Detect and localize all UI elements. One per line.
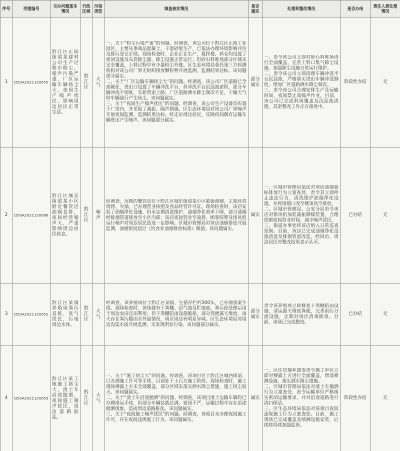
accountability-cell: 无 bbox=[370, 345, 400, 451]
accountability-cell: 无 bbox=[370, 147, 400, 283]
handling-cell bbox=[262, 17, 340, 147]
issue-text: 黔江区某工地施工扬尘大，渣土车沿途抛洒，夜间施工噪声扰民，周边道路脏乱。 bbox=[52, 376, 79, 420]
receipt-code: D50A2021120066 bbox=[12, 147, 50, 283]
issue-text: 黔江区城东街道某小区附近餐饮店油烟直排，夜间经营噪声大，严重影响周边居民休息。 bbox=[52, 193, 79, 237]
header-handling: 处理和整改情况 bbox=[262, 0, 340, 17]
district-cell: 黔江区 bbox=[80, 17, 92, 147]
pollution-type-cell: 大气 bbox=[92, 283, 104, 345]
header-status: 是否办结 bbox=[340, 0, 370, 17]
truth-cell: 部分属实 bbox=[248, 17, 262, 147]
table-row bbox=[0, 17, 400, 147]
table-row bbox=[0, 147, 400, 283]
status-cell: 阶段性办结 bbox=[340, 17, 370, 147]
handling-cell bbox=[262, 147, 340, 283]
investigation-cell bbox=[104, 345, 248, 451]
truth-cell: 属实 bbox=[248, 345, 262, 451]
header-issue: 交办问题基本情况 bbox=[50, 0, 80, 17]
investigation-text: 经调查，该养殖场位于黔江区某镇，生猪存栏约300头，已办理备案手续。现场检查时，该场建有干粪棚、沼气池及贮液池，粪污经处理后用于周边农田还田利用；但干粪棚防雨设施破损，部分粪便露天堆放，雨天存在粪污随雨水外溢情况，场区周边有明显异味。区生态环境局对周边沟渠水质开展监测，未发现明显污染。该问题部分属实。 bbox=[106, 300, 247, 328]
row-number: 2 bbox=[0, 147, 12, 283]
truth-cell: 属实 bbox=[248, 147, 262, 283]
investigation-text: 经调查，反映的餐饮店位于黔江区城东街道某小区临街商铺，主要经营烧烤、火锅，已办理营业执照及食品经营许可证。现场检查时，该店安装了油烟净化设施，但未定期清洗维护，油烟净化效率下降，部分油烟经排烟管道排放至小区内部；该店夜间营业至凌晨，顾客喧哗及排风机运行噪声对周边居民造成一定影响。区城市管理局对该店油烟排放开展监测，油烟浓度超过《饮食业油烟排放标准》限值。该问题属实。 bbox=[106, 198, 247, 232]
pollution-type-cell: 大气 bbox=[92, 345, 104, 451]
handling-cell bbox=[262, 345, 340, 451]
row-number: 4 bbox=[0, 345, 12, 451]
table-row bbox=[0, 283, 400, 345]
header-row bbox=[0, 0, 400, 17]
row-number: 1 bbox=[0, 17, 12, 147]
handling-cell bbox=[262, 283, 340, 345]
pollution-type-cell: 大气 bbox=[92, 17, 104, 147]
investigation-cell bbox=[104, 283, 248, 345]
header-type: 污染类型 bbox=[92, 0, 104, 17]
issue-text: 黔江区正阳街道某建材公司生产过程中粉尘、噪声污染严重，厂区运输车辆扬尘大，夜间生产噪声扰民，影响周边居民正常生活。 bbox=[52, 49, 79, 115]
district-cell: 黔江区 bbox=[80, 147, 92, 283]
accountability-cell: 无 bbox=[370, 17, 400, 147]
issue-cell bbox=[50, 17, 80, 147]
header-truth: 是否属实 bbox=[248, 0, 262, 17]
investigation-text: 一、关于“粉尘污染严重”的问题。经调查，该公司位于黔江区正阳工业园区，主要从事商品混凝土、干混砂浆生产，已依法办理环境影响评价及排污登记手续。现场检查时，企业正在生产，搅拌楼、料仓均设置了密闭设施及布袋除尘器，除尘设施正常运行；但砂石料堆场部分区域未完全覆盖，上料过程中有少量粉尘外逸。区生态环境局委托第三方检测机构对该公司厂界无组织排放颗粒物开展监测，监测结果达标。该问题部分属实。 二、关于“厂区运输车辆扬尘大”的问题。经调查，该公司厂区道路已全部硬化，进出口设置了车辆冲洗平台，但冲洗平台沉淀池淤积，部分车辆冲洗不彻底，车轮带泥上路；厂区道路洒水降尘频次不足，干燥天气时车辆通行产生扬尘。该问题属实。 三、关于“夜间生产噪声扰民”的问题。经调查，该公司生产设备均布置于厂房内，并采取了减振、隔声措施。区生态环境局对该公司厂界噪声开展夜间监测，监测结果达标。经走访周边居民，反映夜间偶有运输车辆进出产生噪声。该问题部分属实。 bbox=[106, 41, 247, 123]
district-cell: 黔江区 bbox=[80, 345, 92, 451]
receipt-code: D50A2021120055 bbox=[12, 17, 50, 147]
receipt-code: D50A2021120052 bbox=[12, 283, 50, 345]
handling-text: 一、责令该公司立即对砂石料堆场进行全面覆盖，完善上料口集气除尘设施，加强除尘设施日常运行维护。 二、责令该公司立即清理车辆冲洗平台沉淀池，严格落实进出车辆冲洗制度，增加厂区道路洒水降尘频次。 三、责令该公司合理安排生产及运输时间，夜间禁止高噪声作业。目前，该公司已完成料场覆盖及沉淀池清理，其余整改工作正在推进中。 bbox=[264, 54, 339, 110]
header-investigation: 调查核实情况 bbox=[104, 0, 248, 17]
row-number: 3 bbox=[0, 283, 12, 345]
accountability-cell: 无 bbox=[370, 283, 400, 345]
handling-text: 一、区住房城乡建委责令施工单位立即对裸露土方进行全面覆盖，增设喷淋设施，落实洒水降尘措施。 二、区城市管理局依法对渣土车抛洒行为立案查处，责令运输单位严格落实密闭运输要求，并对沿途道路进行清扫保洁。 三、区生态环境局依法对该项目夜间违规施工行为立案查处。目前，施工现场已完成覆盖及喷淋设施安装，后续将持续加强监管。 bbox=[264, 368, 339, 428]
table-row bbox=[0, 345, 400, 451]
handling-text: 一、区城市管理局依法对该店油烟超标排放行为立案查处，责令其立即停止违法行为，清洗维护油烟净化设施，并将排烟口改至楼顶高空排放。 二、区城市管理局、公安分局责令该店对排风机加装减振降噪装置，合理控制夜间营业时间，减少噪声扰民。 三、街道办事处将该店纳入日常巡查范围。目前，该店已完成油烟净化设施清洗及排烟管道改造，经回访，周边居民对整改结果表示认可。 bbox=[264, 185, 339, 245]
header-district: 行政区域 bbox=[80, 0, 92, 17]
issue-cell bbox=[50, 283, 80, 345]
investigation-text: 一、关于“施工扬尘大”的问题。经调查，该项目位于黔江区城西街道，已办理施工许可等手续，目前处于土石方施工阶段。现场检查时，施工现场裸露土方未全部覆盖，部分区域未落实洒水降尘措施，施工扬尘较大。该问题属实。 二、关于“渣土车沿途抛洒”的问题。经调查，该项目渣土运输车辆均已办理准运手续，但部分车辆装载过满、密闭不严，运输过程中存在沿途抛洒现象，造成周边道路脏乱。该问题属实。 三、关于“夜间施工噪声扰民”的问题。经调查，该项目未办理夜间施工许可，存在夜间违规施工行为。该问题属实。 bbox=[106, 373, 247, 423]
status-cell: 已办结 bbox=[340, 147, 370, 283]
handling-text: 责令该养殖场立即修复干粪棚防雨设施，清运露天堆放粪便，完善雨污分流设施，定期对场区消毒除臭。目前，该场已完成整改。 bbox=[264, 303, 339, 325]
issue-text: 黔江区某镇养殖场粪污直排，臭气扰民，污染周边水体。 bbox=[52, 300, 79, 328]
investigation-cell bbox=[104, 17, 248, 147]
truth-cell: 部分属实 bbox=[248, 283, 262, 345]
status-cell: 阶段性办结 bbox=[340, 345, 370, 451]
investigation-cell bbox=[104, 147, 248, 283]
issue-cell bbox=[50, 345, 80, 451]
header-accountability: 责任人被处理情况 bbox=[370, 0, 400, 17]
header-code: 受理编号 bbox=[12, 0, 50, 17]
issue-cell bbox=[50, 147, 80, 283]
pollution-type-cell: 噪声 bbox=[92, 147, 104, 283]
header-no: 序号 bbox=[0, 0, 12, 17]
receipt-code: D50A2021120053 bbox=[12, 345, 50, 451]
status-cell: 已办结 bbox=[340, 283, 370, 345]
district-cell: 黔江区 bbox=[80, 283, 92, 345]
